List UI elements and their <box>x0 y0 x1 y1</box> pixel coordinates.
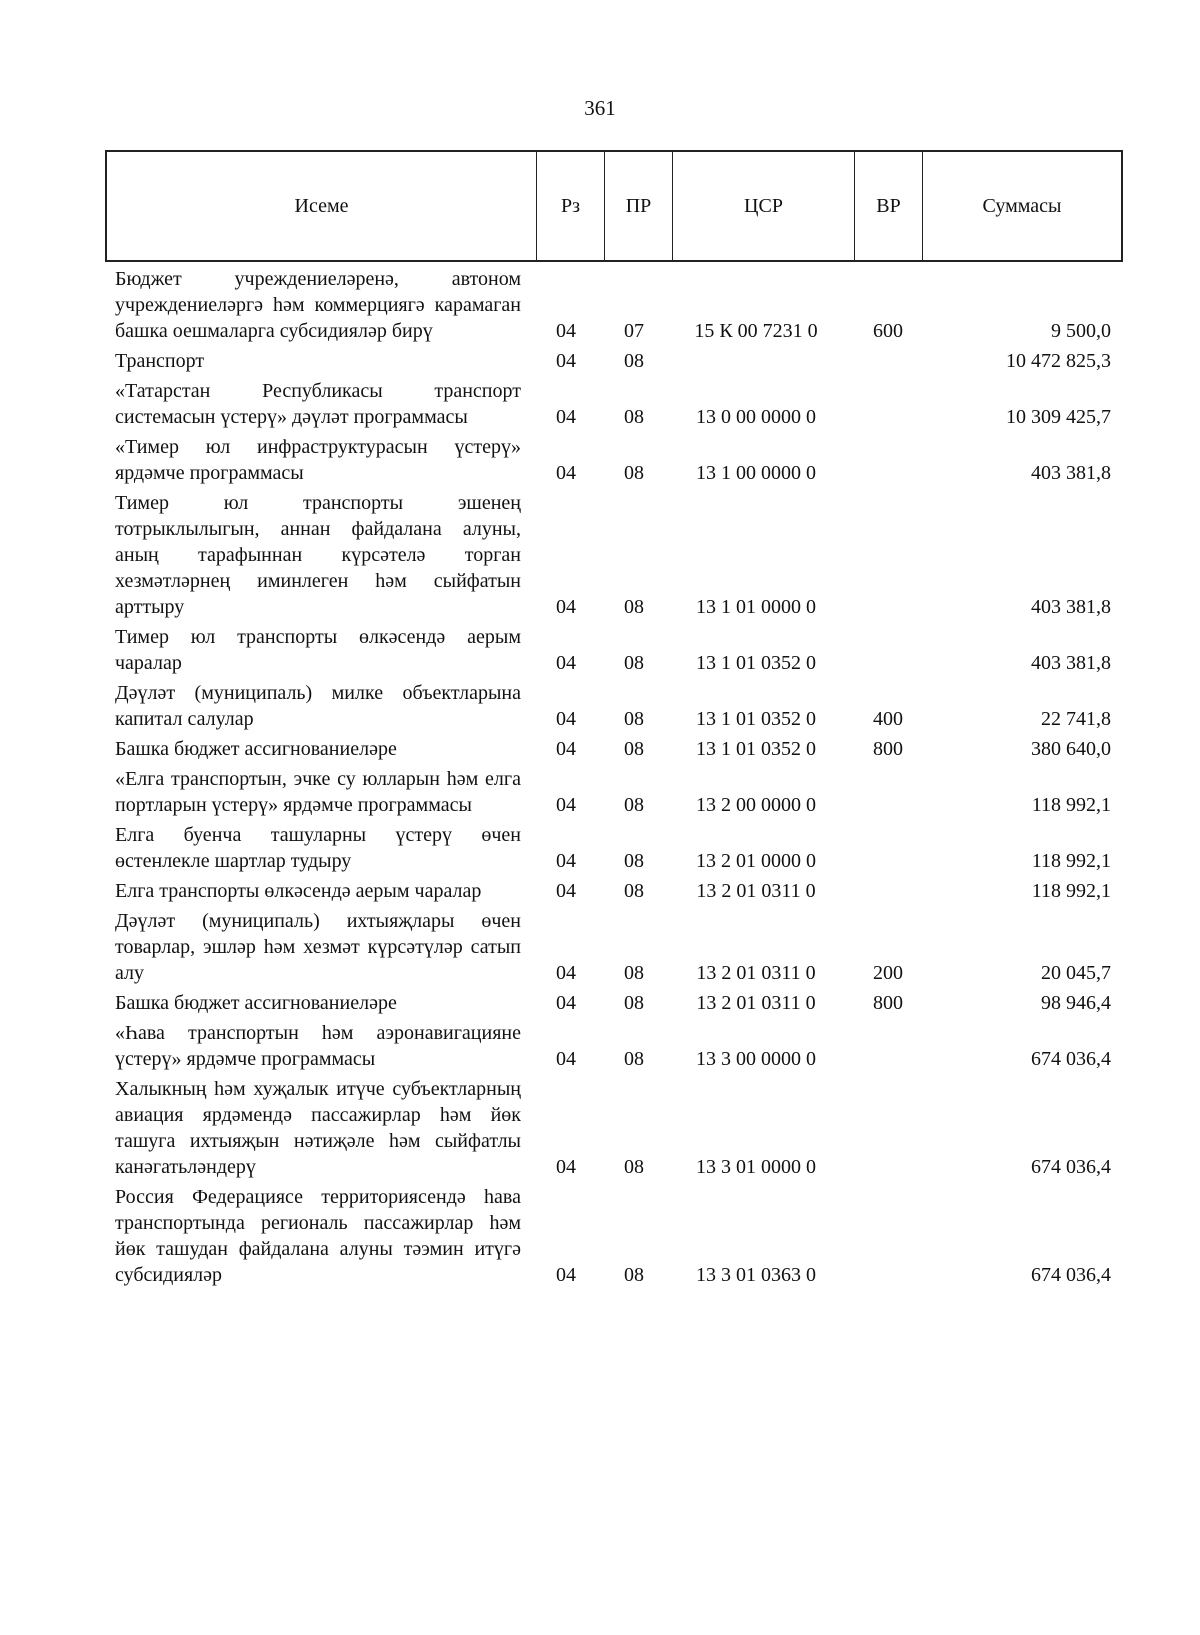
table-row <box>0 1184 1200 1288</box>
row-rz: 04 <box>556 350 576 372</box>
row-csr: 13 1 01 0000 0 <box>696 596 816 618</box>
row-rz: 04 <box>556 992 576 1014</box>
row-csr: 13 1 01 0352 0 <box>696 708 816 730</box>
row-pr: 08 <box>624 850 644 872</box>
row-rz: 04 <box>556 462 576 484</box>
table-body <box>0 262 1200 1288</box>
row-pr: 08 <box>624 652 644 674</box>
row-pr: 08 <box>624 1048 644 1070</box>
row-csr: 13 1 01 0352 0 <box>696 652 816 674</box>
row-pr: 08 <box>624 350 644 372</box>
row-sum: 380 640,0 <box>1031 738 1111 760</box>
row-name: Тимер юл транспорты өлкәсендә аерым чаралар <box>115 626 521 674</box>
row-rz: 04 <box>556 850 576 872</box>
row-name: Транспорт <box>115 350 205 372</box>
table-row <box>0 766 1200 818</box>
table-row <box>0 736 1200 762</box>
table-row <box>0 266 1200 344</box>
row-name: Халыкның һәм хуҗалык итүче субъектларның авиация ярдәмендә пассажирлар һәм йөк ташуга ихтыяҗын нәтиҗәле һәм сыйфатлы канәгатьләндерү <box>115 1078 521 1178</box>
row-rz: 04 <box>556 962 576 984</box>
row-rz: 04 <box>556 880 576 902</box>
row-csr: 13 2 01 0311 0 <box>696 992 816 1014</box>
table-row <box>0 822 1200 874</box>
row-sum: 674 036,4 <box>1031 1156 1111 1178</box>
row-sum: 98 946,4 <box>1041 992 1111 1014</box>
row-pr: 08 <box>624 596 644 618</box>
row-name: Елга буенча ташуларны үстерү өчен өстенлекле шартлар тудыру <box>115 824 521 872</box>
row-name: Россия Федерациясе территориясендә һава транспортында региональ пассажирлар һәм йөк ташудан файдалана алуны тәэмин итүгә субсидияләр <box>115 1186 521 1286</box>
row-rz: 04 <box>556 1048 576 1070</box>
row-csr: 13 2 01 0311 0 <box>696 880 816 902</box>
row-csr: 13 3 00 0000 0 <box>696 1048 816 1070</box>
row-rz: 04 <box>556 1264 576 1286</box>
row-sum: 674 036,4 <box>1031 1048 1111 1070</box>
row-csr: 13 0 00 0000 0 <box>696 406 816 428</box>
row-sum: 118 992,1 <box>1031 794 1111 816</box>
table-row <box>0 434 1200 486</box>
row-name: Дәүләт (муниципаль) милке объектларына капитал салулар <box>115 682 521 730</box>
row-rz: 04 <box>556 596 576 618</box>
header-name: Исеме <box>107 152 537 260</box>
row-sum: 674 036,4 <box>1031 1264 1111 1286</box>
row-csr: 13 3 01 0363 0 <box>696 1264 816 1286</box>
row-csr: 13 2 01 0000 0 <box>696 850 816 872</box>
table-row <box>0 990 1200 1016</box>
header-rz: Рз <box>537 152 605 260</box>
row-name: Башка бюджет ассигнованиеләре <box>115 992 397 1014</box>
row-pr: 08 <box>624 880 644 902</box>
header-sum: Суммасы <box>982 194 1062 217</box>
row-sum: 10 472 825,3 <box>1006 350 1111 372</box>
row-pr: 08 <box>624 1264 644 1286</box>
row-pr: 08 <box>624 794 644 816</box>
row-sum: 10 309 425,7 <box>1006 406 1111 428</box>
row-rz: 04 <box>556 320 576 342</box>
row-name: Тимер юл транспорты эшенең тотрыклылыгын, аннан файдалана алуны, аның тарафыннан күрсәтелә торган хезмәтләрнең иминлеген һәм сыйфатын арттыру <box>115 492 521 618</box>
header-csr: ЦСР <box>673 152 855 260</box>
row-sum: 9 500,0 <box>1051 320 1111 342</box>
row-rz: 04 <box>556 794 576 816</box>
table-row <box>0 490 1200 620</box>
row-csr: 13 1 00 0000 0 <box>696 462 816 484</box>
table-row <box>0 680 1200 732</box>
row-csr: 13 2 00 0000 0 <box>696 794 816 816</box>
row-name: «Һава транспортын һәм аэронавигацияне үстерү» ярдәмче программасы <box>115 1022 521 1070</box>
row-pr: 08 <box>624 708 644 730</box>
row-pr: 08 <box>624 738 644 760</box>
table-row <box>0 624 1200 676</box>
row-vr: 200 <box>873 962 903 984</box>
row-csr: 13 1 01 0352 0 <box>696 738 816 760</box>
row-pr: 07 <box>624 320 644 342</box>
row-name: Бюджет учреждениеләренә, автоном учреждениеләргә һәм коммерциягә карамаган башка оешмаларга субсидияләр бирү <box>115 268 521 342</box>
table-row <box>0 378 1200 430</box>
row-sum: 118 992,1 <box>1031 850 1111 872</box>
table-row <box>0 348 1200 374</box>
row-vr: 600 <box>873 320 903 342</box>
row-vr: 800 <box>873 992 903 1014</box>
table-row <box>0 908 1200 986</box>
row-sum: 403 381,8 <box>1031 652 1111 674</box>
row-rz: 04 <box>556 652 576 674</box>
row-sum: 403 381,8 <box>1031 596 1111 618</box>
row-csr: 15 К 00 7231 0 <box>694 320 818 342</box>
row-name: Елга транспорты өлкәсендә аерым чаралар <box>115 880 482 902</box>
header-vr: ВР <box>855 152 923 260</box>
table-row <box>0 1020 1200 1072</box>
header-pr: ПР <box>605 152 673 260</box>
row-vr: 800 <box>873 738 903 760</box>
row-sum: 22 741,8 <box>1041 708 1111 730</box>
table-row <box>0 1076 1200 1180</box>
row-name: «Елга транспортын, эчке су юлларын һәм елга портларын үстерү» ярдәмче программасы <box>115 768 521 816</box>
table-row <box>0 878 1200 904</box>
row-sum: 403 381,8 <box>1031 462 1111 484</box>
row-csr: 13 2 01 0311 0 <box>696 962 816 984</box>
row-pr: 08 <box>624 992 644 1014</box>
row-sum: 20 045,7 <box>1041 962 1111 984</box>
row-rz: 04 <box>556 708 576 730</box>
row-pr: 08 <box>624 1156 644 1178</box>
table-header <box>105 150 1123 262</box>
row-vr: 400 <box>873 708 903 730</box>
row-name: «Татарстан Республикасы транспорт системасын үстерү» дәүләт программасы <box>115 380 521 428</box>
row-pr: 08 <box>624 962 644 984</box>
page-number: 361 <box>584 96 616 120</box>
row-name: Дәүләт (муниципаль) ихтыяҗлары өчен товарлар, эшләр һәм хезмәт күрсәтүләр сатып алу <box>115 910 521 984</box>
row-sum: 118 992,1 <box>1031 880 1111 902</box>
row-rz: 04 <box>556 1156 576 1178</box>
row-name: «Тимер юл инфраструктурасын үстерү» ярдәмче программасы <box>115 436 521 484</box>
row-rz: 04 <box>556 406 576 428</box>
row-rz: 04 <box>556 738 576 760</box>
row-name: Башка бюджет ассигнованиеләре <box>115 738 397 760</box>
row-csr: 13 3 01 0000 0 <box>696 1156 816 1178</box>
row-pr: 08 <box>624 462 644 484</box>
row-pr: 08 <box>624 406 644 428</box>
